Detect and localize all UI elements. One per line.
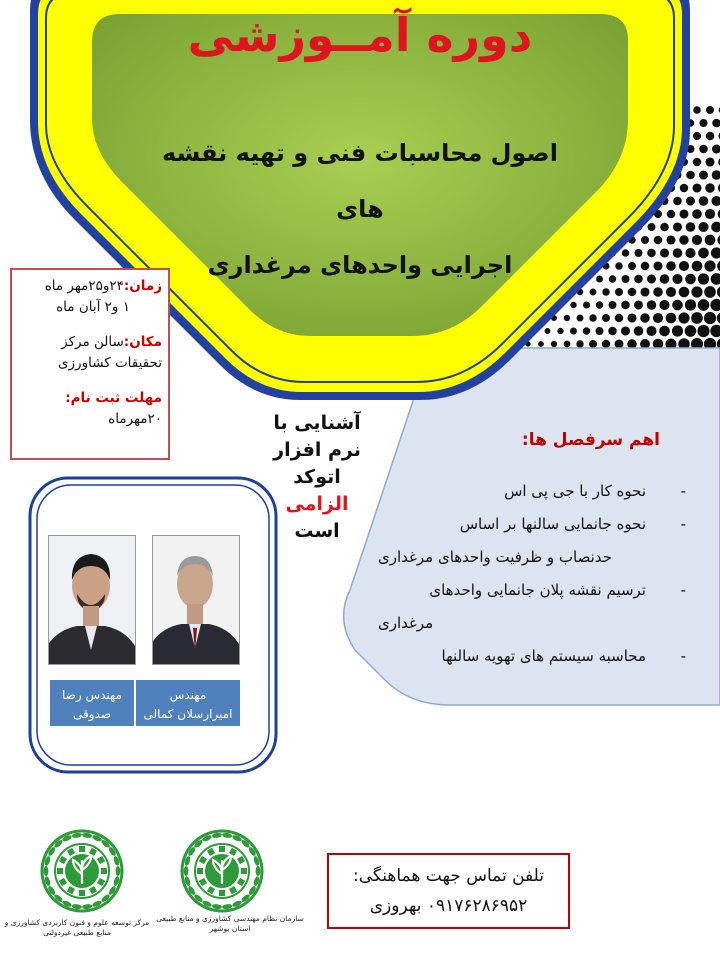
logo-caption-left — [2, 918, 152, 938]
person-silhouette-icon — [152, 536, 239, 665]
instructor-photo-1 — [152, 535, 240, 665]
instructor-name-box-1 — [136, 680, 240, 726]
autocad-line-1: آشنایی با — [273, 412, 361, 434]
logo-caption-line: مرکز توسعه علوم و فنون کاربردی کشاورزی و — [4, 918, 150, 927]
topic-continuation: حدنصاب و ظرفیت واحدهای مرغداری — [378, 548, 612, 566]
agri-engineering-org-logo — [177, 826, 267, 916]
topic-text: نحوه جانمایی سالنها بر اساس — [459, 515, 646, 533]
topic-item — [378, 475, 686, 508]
place-block — [18, 332, 162, 374]
topics-list — [378, 475, 686, 673]
topic-continuation: مرغداری — [378, 614, 434, 632]
time-block — [18, 276, 162, 318]
dash-bullet: - — [680, 647, 686, 665]
autocad-line-3-text: اتوکد — [293, 466, 341, 488]
time-label: زمان: — [123, 278, 162, 294]
info-box — [10, 268, 170, 460]
autocad-line-3 — [262, 464, 372, 518]
deadline-block — [18, 388, 162, 430]
contact-phone: ۰۹۱۷۶۲۸۶۹۵۲ بهروزی — [369, 896, 528, 916]
autocad-line-2: نرم افزار — [273, 439, 361, 461]
autocad-requirement-note — [262, 410, 372, 545]
topic-text: ترسیم نقشه پلان جانمایی واحدهای — [429, 581, 646, 599]
topic-text: محاسبه سیستم های تهویه سالنها — [441, 647, 646, 665]
instructor-name: صدوقی — [72, 707, 112, 721]
autocad-required-word: الزامی — [285, 493, 349, 515]
time-value-1: ۲۴و۲۵مهر ماه — [44, 278, 124, 294]
place-label: مکان: — [123, 334, 162, 350]
logo-caption-line: استان بوشهر — [209, 924, 251, 933]
instructor-name: امیرارسلان کمالی — [143, 707, 233, 721]
course-subtitle — [140, 125, 580, 293]
instructor-title: مهندس رضا — [62, 688, 122, 702]
applied-science-center-logo — [37, 826, 127, 916]
topic-item — [378, 508, 686, 541]
instructor-photo-2 — [48, 535, 136, 665]
subtitle-line-2: اجرایی واحدهای مرغداری — [207, 251, 513, 279]
logo-caption-line: سازمان نظام مهندسی کشاورزی و منابع طبیعی — [156, 914, 304, 923]
dash-bullet: - — [680, 515, 686, 533]
deadline-value: ۲۰مهرماه — [108, 411, 162, 427]
dash-bullet: - — [680, 581, 686, 599]
topic-item — [378, 574, 686, 607]
logo-caption-right — [150, 914, 310, 934]
time-value-2: ۱ و۲ آبان ماه — [56, 299, 130, 315]
place-value-2: تحقیقات کشاورزی — [57, 355, 162, 371]
topic-item — [378, 640, 686, 673]
deadline-label: مهلت ثبت نام: — [65, 390, 162, 406]
autocad-line-4: است — [294, 520, 340, 542]
course-title: دوره آمــوزشی — [187, 8, 533, 62]
dash-bullet: - — [680, 482, 686, 500]
topic-text: نحوه کار با جی پی اس — [504, 482, 646, 500]
instructor-title: مهندس — [169, 688, 207, 702]
person-silhouette-icon — [48, 536, 135, 665]
subtitle-line-1: اصول محاسبات فنی و تهیه نقشه های — [162, 139, 558, 223]
contact-label: تلفن تماس جهت هماهنگی: — [353, 866, 544, 886]
logo-caption-line: منابع طبیعی غیردولتی — [43, 928, 111, 937]
instructor-name-box-2 — [50, 680, 134, 726]
contact-box — [327, 853, 570, 929]
topics-title: اهم سرفصل ها: — [521, 430, 660, 450]
place-value-1: سالن مرکز — [61, 334, 124, 350]
